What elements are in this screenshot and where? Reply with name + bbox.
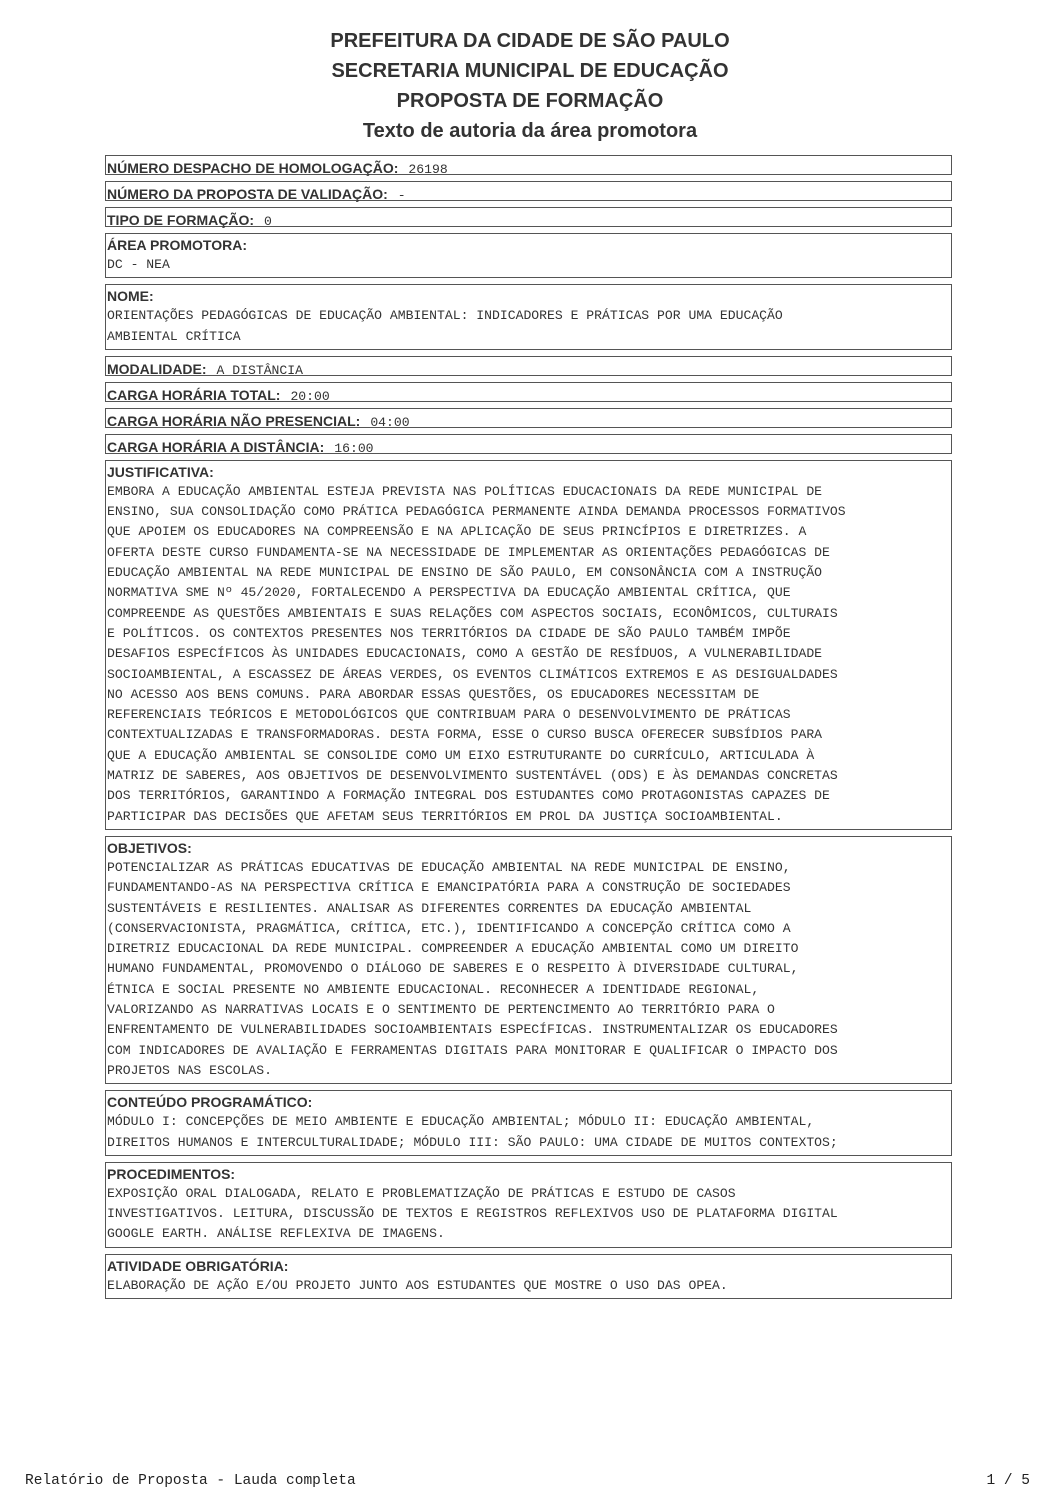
field-carga-distancia xyxy=(105,434,952,454)
field-nome-label: NOME: xyxy=(107,288,154,305)
header-prefeitura: PREFEITURA DA CIDADE DE SÃO PAULO xyxy=(330,30,730,52)
page-number: 1 / 5 xyxy=(986,1473,1030,1489)
field-modalidade-value: A DISTÂNCIA xyxy=(216,362,303,378)
field-objetivos-value: POTENCIALIZAR AS PRÁTICAS EDUCATIVAS DE EDUCAÇÃO AMBIENTAL NA REDE MUNICIPAL DE ENSINO, FUNDAMENTANDO-AS NA PERSPECTIVA CRÍTICA E EMANCIPATÓRIA PARA A CONSTRUÇÃO DE SOCIEDADES SUSTENTÁVEIS E RESILIENTES. ANALISAR AS DIFERENTES CORRENTES DA EDUCAÇÃO AMBIENTAL (CONSERVACIONISTA, PRAGMÁTICA, CRÍTICA, ETC.), IDENTIFICANDO A CONCEPÇÃO CRÍTICA COMO A DIRETRIZ EDUCACIONAL DA REDE MUNICIPAL. COMPREENDER A EDUCAÇÃO AMBIENTAL COMO UM DIREITO HUMANO FUNDAMENTAL, PROMOVENDO O DIÁLOGO DE SABERES E O RESPEITO À DIVERSIDADE CULTURAL, ÉTNICA E SOCIAL PRESENTE NO AMBIENTE EDUCACIONAL. RECONHECER A IDENTIDADE REGIONAL, VALORIZANDO AS NARRATIVAS LOCAIS E O SENTIMENTO DE PERTENCIMENTO AO TERRITÓRIO PARA O ENFRENTAMENTO DE VULNERABILIDADES SOCIOAMBIENTAIS ESPECÍFICAS. INSTRUMENTALIZAR OS EDUCADORES COM INDICADORES DE AVALIAÇÃO E FERRAMENTAS DIGITAIS PARA MONITORAR E QUALIFICAR O IMPACTO DOS PROJETOS NAS ESCOLAS. xyxy=(107,859,838,1078)
field-carga-distancia-value: 16:00 xyxy=(334,440,374,456)
field-objetivos-label: OBJETIVOS: xyxy=(107,839,192,856)
field-tipo xyxy=(105,207,952,227)
field-justificativa-label: JUSTIFICATIVA: xyxy=(107,463,214,480)
field-nome xyxy=(105,284,952,350)
field-despacho-label: NÚMERO DESPACHO DE HOMOLOGAÇÃO: xyxy=(107,160,399,176)
document-header xyxy=(0,26,1060,146)
page-footer xyxy=(25,1473,1030,1493)
header-proposta: PROPOSTA DE FORMAÇÃO xyxy=(396,90,664,112)
field-validacao-value: - xyxy=(397,188,406,203)
field-carga-total xyxy=(105,382,952,402)
field-validacao xyxy=(105,181,952,201)
field-carga-total-label: CARGA HORÁRIA TOTAL: xyxy=(107,386,281,403)
field-modalidade-label: MODALIDADE: xyxy=(107,360,207,377)
field-justificativa-value: EMBORA A EDUCAÇÃO AMBIENTAL ESTEJA PREVISTA NAS POLÍTICAS EDUCACIONAIS DA REDE MUNICIPAL DE ENSINO, SUA CONSOLIDAÇÃO COMO PRÁTICA PEDAGÓGICA PERMANENTE AINDA DEMANDA PROCESSOS FORMATIVOS QUE APOIEM OS EDUCADORES NA COMPREENSÃO E NA APLICAÇÃO DE SEUS PRINCÍPIOS E DIRETRIZES. A OFERTA DESTE CURSO FUNDAMENTA-SE NA NECESSIDADE DE IMPLEMENTAR AS ORIENTAÇÕES PEDAGÓGICAS DE EDUCAÇÃO AMBIENTAL NA REDE MUNICIPAL DE ENSINO DE SÃO PAULO, EM CONSONÂNCIA COM A INSTRUÇÃO NORMATIVA SME Nº 45/2020, FORTALECENDO A PERSPECTIVA DA EDUCAÇÃO AMBIENTAL CRÍTICA, QUE COMPREENDE AS QUESTÕES AMBIENTAIS E SUAS RELAÇÕES COM ASPECTOS SOCIAIS, ECONÔMICOS, CULTURAIS E POLÍTICOS. OS CONTEXTOS PRESENTES NOS TERRITÓRIOS DA CIDADE DE SÃO PAULO TAMBÉM IMPÕE DESAFIOS ESPECÍFICOS ÀS UNIDADES EDUCACIONAIS, COMO A GESTÃO DE RESÍDUOS, A VULNERABILIDADE SOCIOAMBIENTAL, A ESCASSEZ DE ÁREAS VERDES, OS EVENTOS CLIMÁTICOS EXTREMOS E AS DESIGUALDADES NO ACESSO AOS BENS COMUNS. PARA ABORDAR ESSAS QUESTÕES, OS EDUCADORES NECESSITAM DE REFERENCIAIS TEÓRICOS E METODOLÓGICOS QUE CONTRIBUAM PARA O DESENVOLVIMENTO DE PRÁTICAS CONTEXTUALIZADAS E TRANSFORMADORAS. DESTA FORMA, ESSE O CURSO BUSCA OFERECER SUBSÍDIOS PARA QUE A EDUCAÇÃO AMBIENTAL SE CONSOLIDE COMO UM EIXO ESTRUTURANTE DO CURRÍCULO, ARTICULADA À MATRIZ DE SABERES, AOS OBJETIVOS DE DESENVOLVIMENTO SUSTENTÁVEL (ODS) E ÀS DEMANDAS CONCRETAS DOS TERRITÓRIOS, GARANTINDO A FORMAÇÃO INTEGRAL DOS ESTUDANTES COMO PROTAGONISTAS CAPAZES DE PARTICIPAR DAS DECISÕES QUE AFETAM SEUS TERRITÓRIOS EM PROL DA JUSTIÇA SOCIOAMBIENTAL. xyxy=(107,483,846,824)
field-nome-value: ORIENTAÇÕES PEDAGÓGICAS DE EDUCAÇÃO AMBIENTAL: INDICADORES E PRÁTICAS POR UMA EDUCAÇÃO AMBIENTAL CRÍTICA xyxy=(107,308,783,344)
field-despacho-value: 26198 xyxy=(408,162,448,177)
field-conteudo-label: CONTEÚDO PROGRAMÁTICO: xyxy=(107,1094,313,1111)
field-carga-nao-presencial xyxy=(105,408,952,428)
field-carga-total-value: 20:00 xyxy=(290,388,330,404)
header-subtitle: Texto de autoria da área promotora xyxy=(362,120,698,142)
field-conteudo-value: MÓDULO I: CONCEPÇÕES DE MEIO AMBIENTE E EDUCAÇÃO AMBIENTAL; MÓDULO II: EDUCAÇÃO AMBIENTAL, DIREITOS HUMANOS E INTERCULTURALIDADE; MÓDULO III: SÃO PAULO: UMA CIDADE DE MUITOS CONTEXTOS; xyxy=(107,1114,838,1150)
field-atividade xyxy=(105,1254,952,1299)
header-secretaria: SECRETARIA MUNICIPAL DE EDUCAÇÃO xyxy=(331,60,729,82)
field-modalidade xyxy=(105,356,952,376)
field-carga-distancia-label: CARGA HORÁRIA A DISTÂNCIA: xyxy=(107,438,325,455)
form-fields xyxy=(105,155,952,1305)
field-atividade-label: ATIVIDADE OBRIGATÓRIA: xyxy=(107,1257,289,1274)
field-justificativa xyxy=(105,460,952,830)
field-tipo-label: TIPO DE FORMAÇÃO: xyxy=(107,212,254,228)
field-procedimentos-value: EXPOSIÇÃO ORAL DIALOGADA, RELATO E PROBLEMATIZAÇÃO DE PRÁTICAS E ESTUDO DE CASOS INVESTIGATIVOS. LEITURA, DISCUSSÃO DE TEXTOS E REGISTROS REFLEXIVOS USO DE PLATAFORMA DIGITAL GOOGLE EARTH. ANÁLISE REFLEXIVA DE IMAGENS. xyxy=(107,1185,838,1242)
field-procedimentos xyxy=(105,1162,952,1248)
field-despacho xyxy=(105,155,952,175)
field-area xyxy=(105,233,952,278)
field-area-value: DC - NEA xyxy=(107,257,170,272)
field-carga-nao-presencial-label: CARGA HORÁRIA NÃO PRESENCIAL: xyxy=(107,412,361,429)
footer-title: Relatório de Proposta - Lauda completa xyxy=(25,1473,356,1489)
field-carga-nao-presencial-value: 04:00 xyxy=(370,414,410,430)
field-conteudo xyxy=(105,1090,952,1156)
field-area-label: ÁREA PROMOTORA: xyxy=(107,237,247,253)
field-objetivos xyxy=(105,836,952,1084)
field-validacao-label: NÚMERO DA PROPOSTA DE VALIDAÇÃO: xyxy=(107,186,388,202)
field-tipo-value: 0 xyxy=(264,214,272,229)
field-atividade-value: ELABORAÇÃO DE AÇÃO E/OU PROJETO JUNTO AOS ESTUDANTES QUE MOSTRE O USO DAS OPEA. xyxy=(107,1277,728,1293)
field-procedimentos-label: PROCEDIMENTOS: xyxy=(107,1165,236,1182)
